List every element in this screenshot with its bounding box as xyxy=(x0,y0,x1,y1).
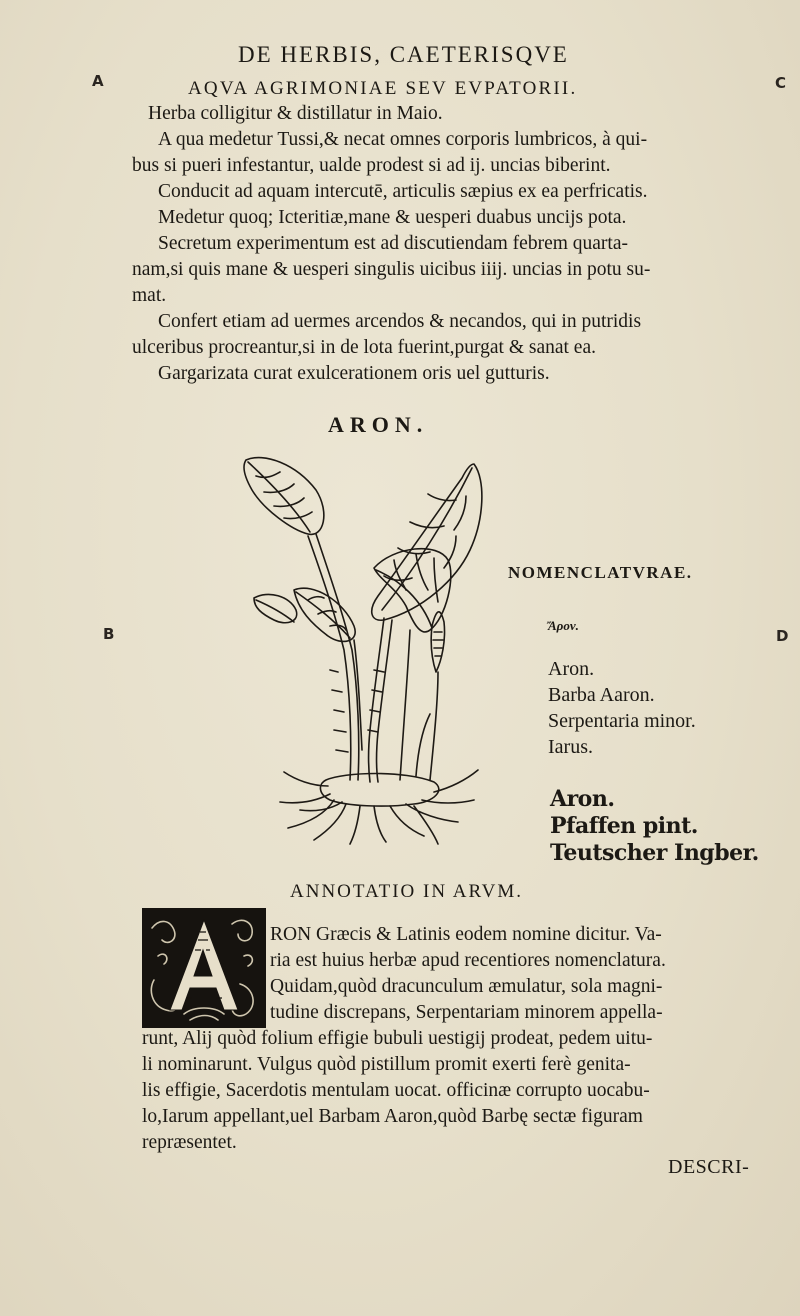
latin-name: Serpentaria minor. xyxy=(548,710,696,732)
body-line: Confert etiam ad uermes arcendos & necandos, qui in putridis xyxy=(158,311,642,332)
latin-name: Barba Aaron. xyxy=(548,684,655,706)
body-line: Secretum experimentum est ad discutiendam febrem quarta- xyxy=(158,233,628,254)
aron-plant-woodcut xyxy=(234,450,496,846)
drop-cap-a xyxy=(142,908,266,1028)
body-line: lo,Iarum appellant,uel Barbam Aaron,quòd Barbę sectæ figuram xyxy=(142,1106,643,1127)
body-line: ria est huius herbæ apud recentiores nomenclatura. xyxy=(270,950,666,971)
margin-letter-b: B xyxy=(103,625,115,643)
body-line: Gargarizata curat exulcerationem oris uel gutturis. xyxy=(158,363,550,384)
body-line: ulceribus procreantur,si in de lota fuerint,purgat & sanat ea. xyxy=(132,337,596,358)
body-line: Quidam,quòd dracunculum æmulatur, sola magni- xyxy=(270,976,663,997)
body-line: tudine discrepans, Serpentariam minorem appella- xyxy=(270,1002,663,1023)
body-line: li nominarunt. Vulgus quòd pistillum promit exerti ferè genita- xyxy=(142,1054,631,1075)
body-line: repræsentet. xyxy=(142,1132,237,1153)
greek-name: Ἄρον. xyxy=(548,618,579,633)
catchword: DESCRI- xyxy=(668,1156,750,1178)
body-line: A qua medetur Tussi,& necat omnes corporis lumbricos, à qui- xyxy=(158,129,648,150)
running-head: DE HERBIS, CAETERISQVE xyxy=(238,42,569,67)
german-name: Pfaffen pint. xyxy=(550,813,698,839)
body-line: bus si pueri infestantur, ualde prodest si ad ij. uncias biberint. xyxy=(132,155,611,176)
body-line: Herba colligitur & distillatur in Maio. xyxy=(148,103,443,124)
latin-name: Iarus. xyxy=(548,736,593,758)
body-line: lis effigie, Sacerdotis mentulam uocat. officinæ corrupto uocabu- xyxy=(142,1080,650,1101)
margin-letter-d: D xyxy=(776,627,789,645)
section-title-agrimonia: AQVA AGRIMONIAE SEV EVPATORII. xyxy=(188,78,578,99)
annotatio-title: ANNOTATIO IN ARVM. xyxy=(290,881,523,902)
body-line: mat. xyxy=(132,285,167,306)
german-name: Aron. xyxy=(550,786,615,812)
body-line: Medetur quoq; Icteritiæ,mane & uesperi duabus uncijs pota. xyxy=(158,207,627,228)
margin-letter-a: A xyxy=(92,72,104,90)
latin-name: Aron. xyxy=(548,658,595,680)
nomenclature-title: NOMENCLATVRAE. xyxy=(508,563,693,582)
margin-letter-c: C xyxy=(775,74,787,92)
body-line: runt, Alij quòd folium effigie bubuli uestigij prodeat, pedem uitu- xyxy=(142,1028,653,1049)
german-name: Teutscher Ingber. xyxy=(550,840,759,866)
body-line: Conducit ad aquam intercutē, articulis sæpius ex ea perfricatis. xyxy=(158,181,648,202)
body-line: RON Græcis & Latinis eodem nomine dicitur. Va- xyxy=(270,924,662,945)
body-line: nam,si quis mane & uesperi singulis uicibus iiij. uncias in potu su- xyxy=(132,259,651,280)
section-title-aron: ARON. xyxy=(328,412,429,437)
